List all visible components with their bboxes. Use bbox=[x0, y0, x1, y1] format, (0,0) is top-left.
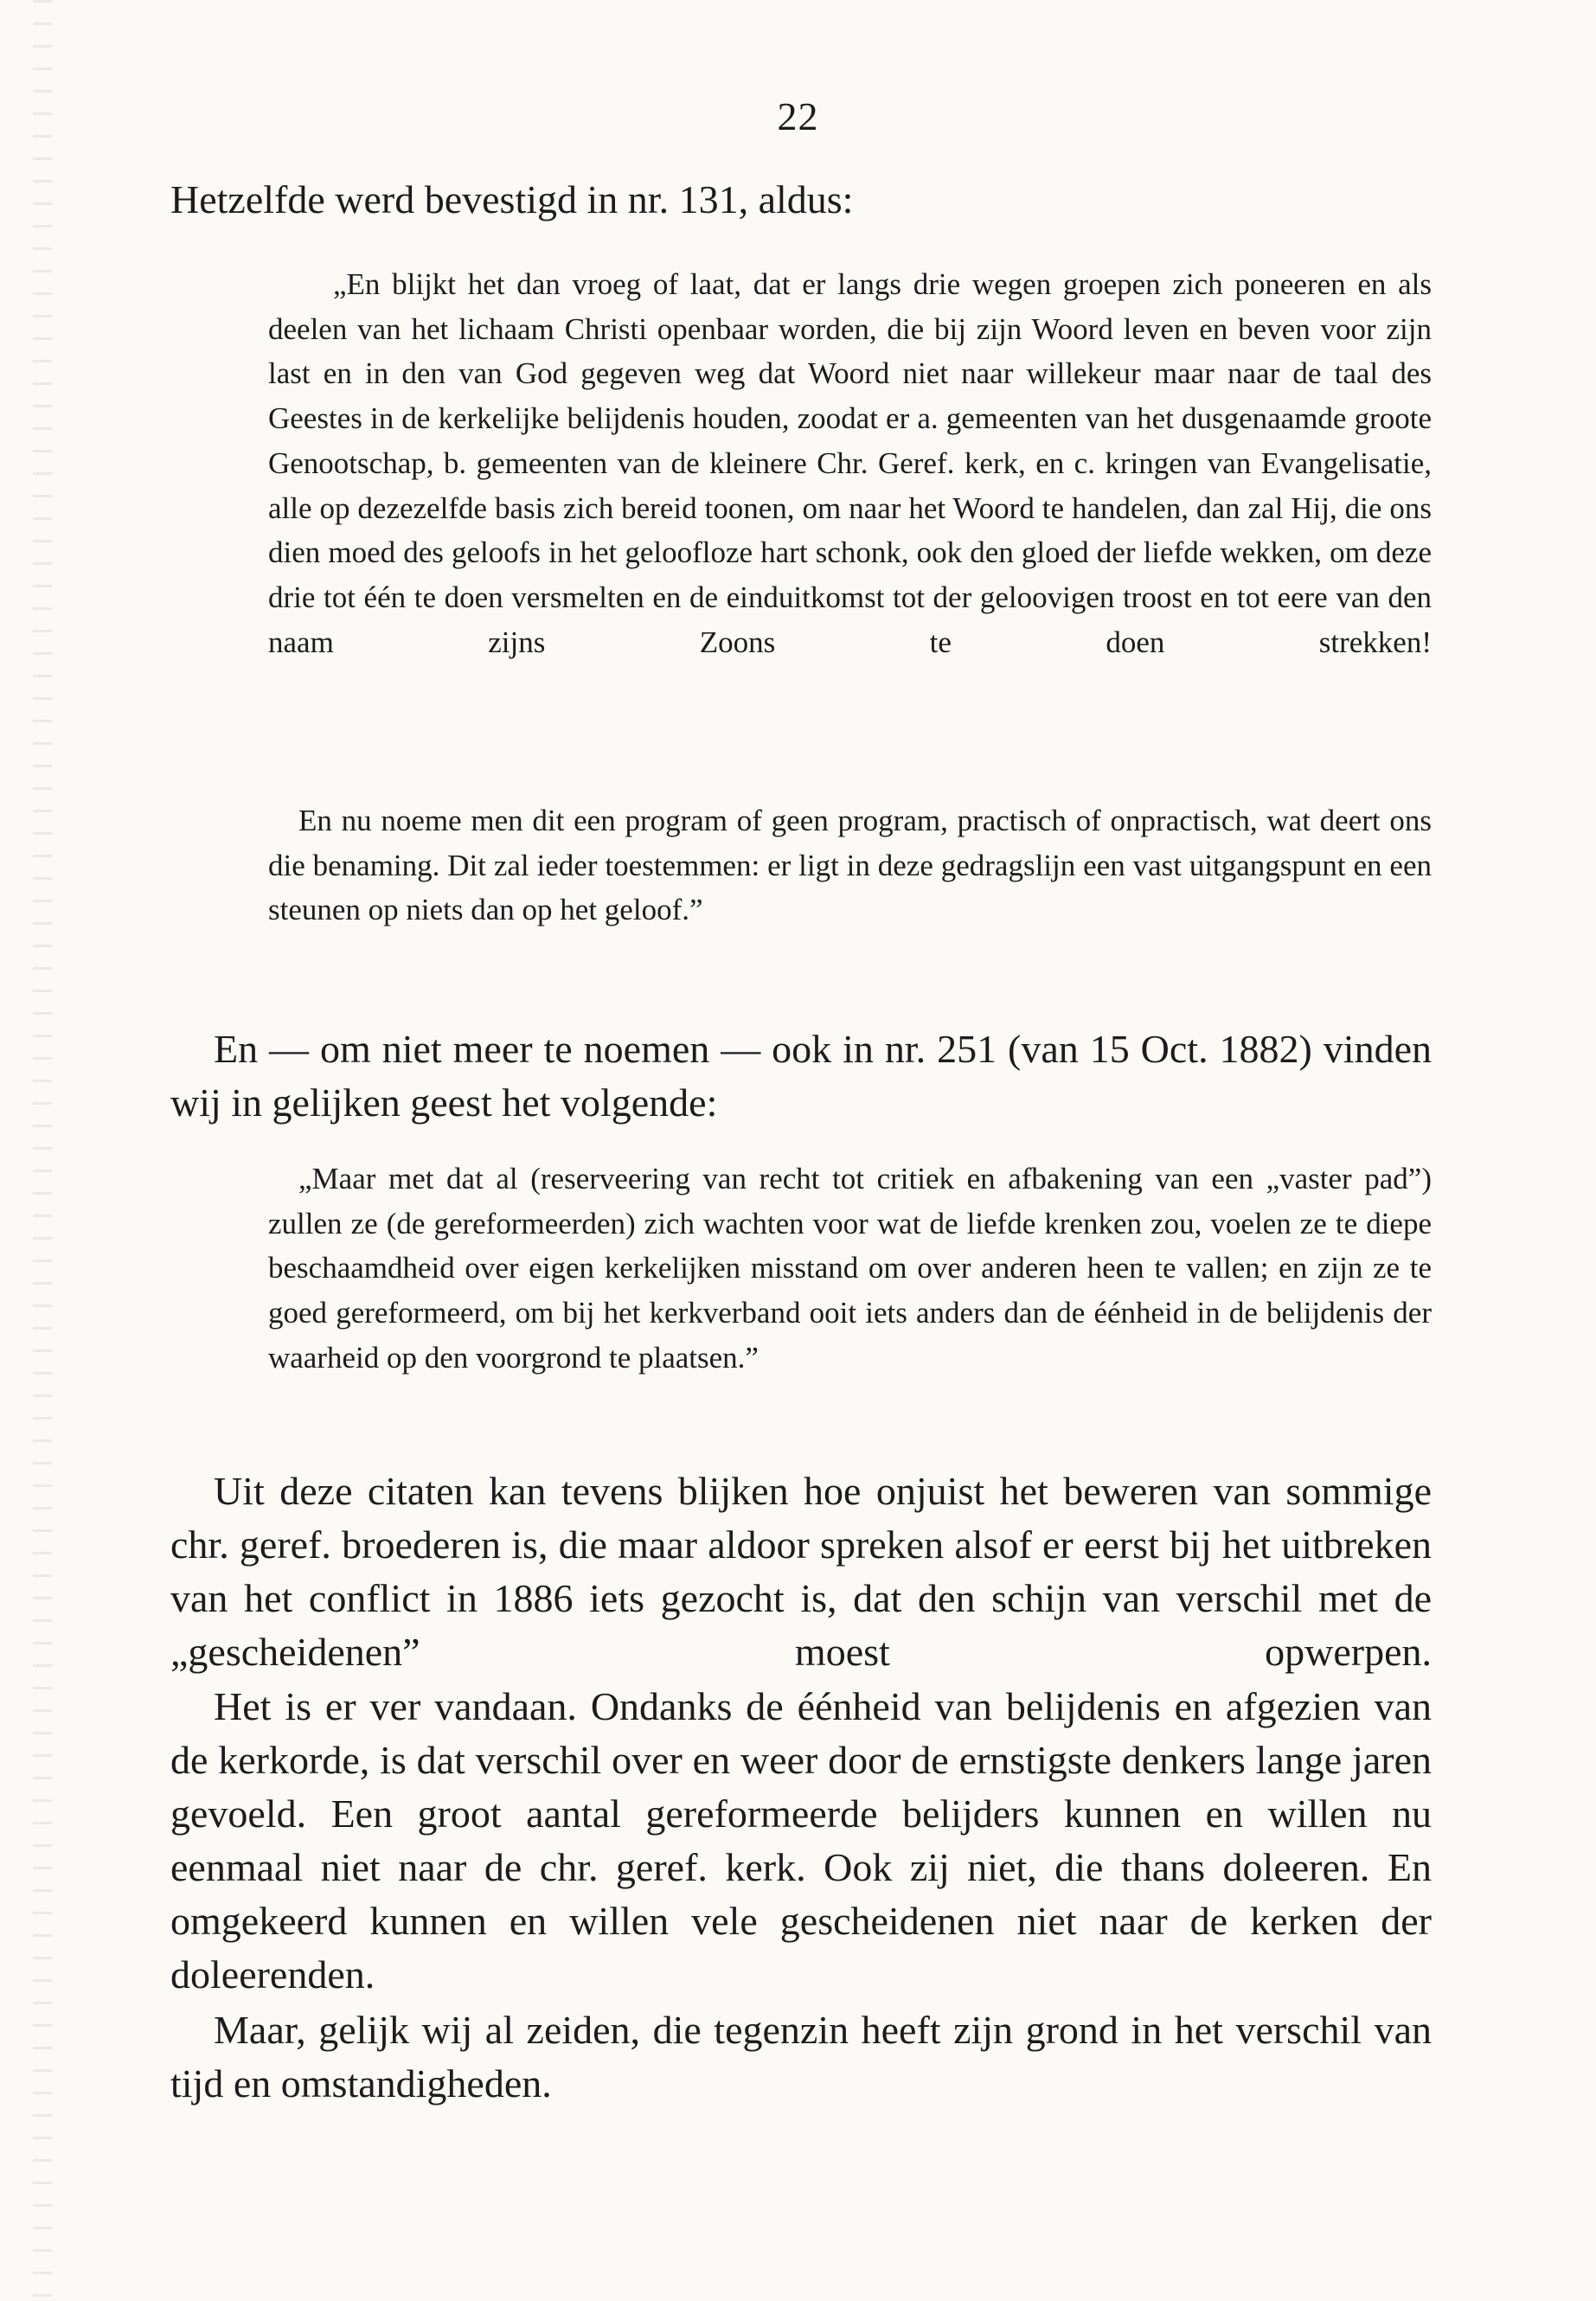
quote-1-paragraph-2: En nu noeme men dit een program of geen program, practisch of onpractisch, wat deert ons die benaming. Dit zal ieder toestemmen: er ligt in deze gedragslijn een vast uitgangspunt en een steunen op niets dan op het geloof.” bbox=[268, 804, 1432, 927]
quote-2-paragraph: „Maar met dat al (reserveering van recht tot critiek en afbakening van een „vaster pad”) zullen ze (de gereformeerden) zich wachten voor wat de liefde krenken zou, voelen ze te diepe beschaamdheid over eigen kerkelijken misstand om over anderen heen te vallen; en zijn ze te goed gereformeerd, om bij het kerkverband ooit iets anders dan de éénheid in de belijdenis der waarheid op den voorgrond te plaatsen.” bbox=[268, 1162, 1432, 1375]
intro-2-paragraph: En — om niet meer te noemen — ook in nr. 251 (van 15 Oct. 1882) vinden wij in gelijken geest het volgende: bbox=[170, 1027, 1432, 1125]
scan-edge bbox=[33, 0, 52, 2301]
body-paragraph-1: Uit deze citaten kan tevens blijken hoe onjuist het beweren van sommige chr. geref. broederen is, die maar aldoor spreken alsof er eerst bij het uitbreken van het conflict in 1886 iets gezocht is, dat den schijn van verschil met de „gescheidenen” moest opwerpen. bbox=[170, 1469, 1432, 1674]
intro-paragraph: Hetzelfde werd bevestigd in nr. 131, aldus: bbox=[170, 177, 854, 221]
body-paragraph-3: Maar, gelijk wij al zeiden, die tegenzin heeft zijn grond in het verschil van tijd en omstandigheden. bbox=[170, 2008, 1432, 2106]
page-number: 22 bbox=[777, 94, 819, 138]
body-paragraph-2: Het is er ver vandaan. Ondanks de éénheid van belijdenis en afgezien van de kerkorde, is dat verschil over en weer door de ernstigste denkers lange jaren gevoeld. Een groot aantal gereformeerde belijders kunnen en willen nu eenmaal niet naar de chr. geref. kerk. Ook zij niet, die thans doleeren. En omgekeerd kunnen en willen vele gescheidenen niet naar de kerken der doleerenden. bbox=[170, 1684, 1432, 1997]
quote-1-paragraph-1: „En blijkt het dan vroeg of laat, dat er langs drie wegen groepen zich poneeren en als deelen van het lichaam Christi openbaar worden, die bij zijn Woord leven en beven voor zijn last en in den van God gegeven weg dat Woord niet naar willekeur maar naar de taal des Geestes in de kerkelijke belijdenis houden, zoodat er a. gemeenten van het dusgenaamde groote Genootschap, b. gemeenten van de kleinere Chr. Geref. kerk, en c. kringen van Evangelisatie, alle op dezezelfde basis zich bereid toonen, om naar het Woord te handelen, dan zal Hij, die ons dien moed des geloofs in het geloofloze hart schonk, ook den gloed der liefde wekken, om deze drie tot één te doen versmelten en de einduitkomst tot der geloovigen troost en tot eere van den naam zijns Zoons te doen strekken! bbox=[268, 267, 1432, 659]
